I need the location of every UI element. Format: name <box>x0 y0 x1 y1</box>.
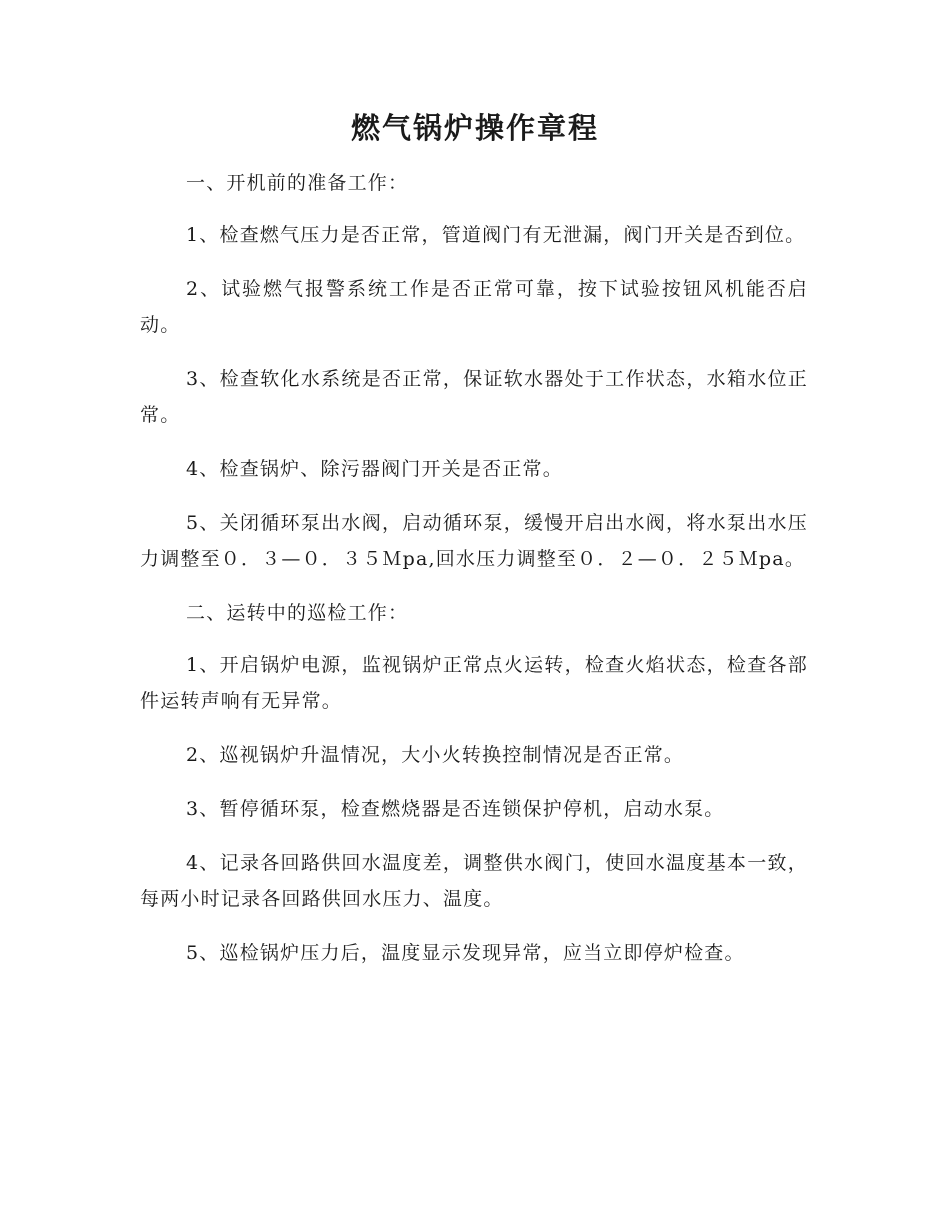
document-body <box>140 165 808 989</box>
list-item: 5、关闭循环泵出水阀，启动循环泵，缓慢开启出水阀，将水泵出水压力调整至０．３—０．３５Ｍpa,回水压力调整至０．２—０．２５Ｍpa。 <box>140 512 808 570</box>
list-item: 1、开启锅炉电源，监视锅炉正常点火运转，检查火焰状态，检查各部件运转声响有无异常。 <box>140 654 808 712</box>
section-heading: 二、运转中的巡检工作： <box>186 602 409 624</box>
list-item: 4、检查锅炉、除污器阀门开关是否正常。 <box>186 458 563 480</box>
list-item: 1、检查燃气压力是否正常，管道阀门有无泄漏，阀门开关是否到位。 <box>186 224 806 246</box>
document-title: 燃气锅炉操作章程 <box>350 111 599 145</box>
section-heading: 一、开机前的准备工作： <box>186 172 409 194</box>
list-item: 5、巡检锅炉压力后，温度显示发现异常，应当立即停炉检查。 <box>186 942 745 964</box>
list-item: 3、检查软化水系统是否正常，保证软水器处于工作状态，水箱水位正常。 <box>140 368 808 426</box>
list-item: 4、记录各回路供回水温度差，调整供水阀门，使回水温度基本一致，每两小时记录各回路供回水压力、温度。 <box>140 852 808 910</box>
list-item: 3、暂停循环泵，检查燃烧器是否连锁保护停机，启动水泵。 <box>186 798 725 820</box>
list-item: 2、试验燃气报警系统工作是否正常可靠，按下试验按钮风机能否启动。 <box>140 278 808 336</box>
list-item: 2、巡视锅炉升温情况，大小火转换控制情况是否正常。 <box>186 744 685 766</box>
